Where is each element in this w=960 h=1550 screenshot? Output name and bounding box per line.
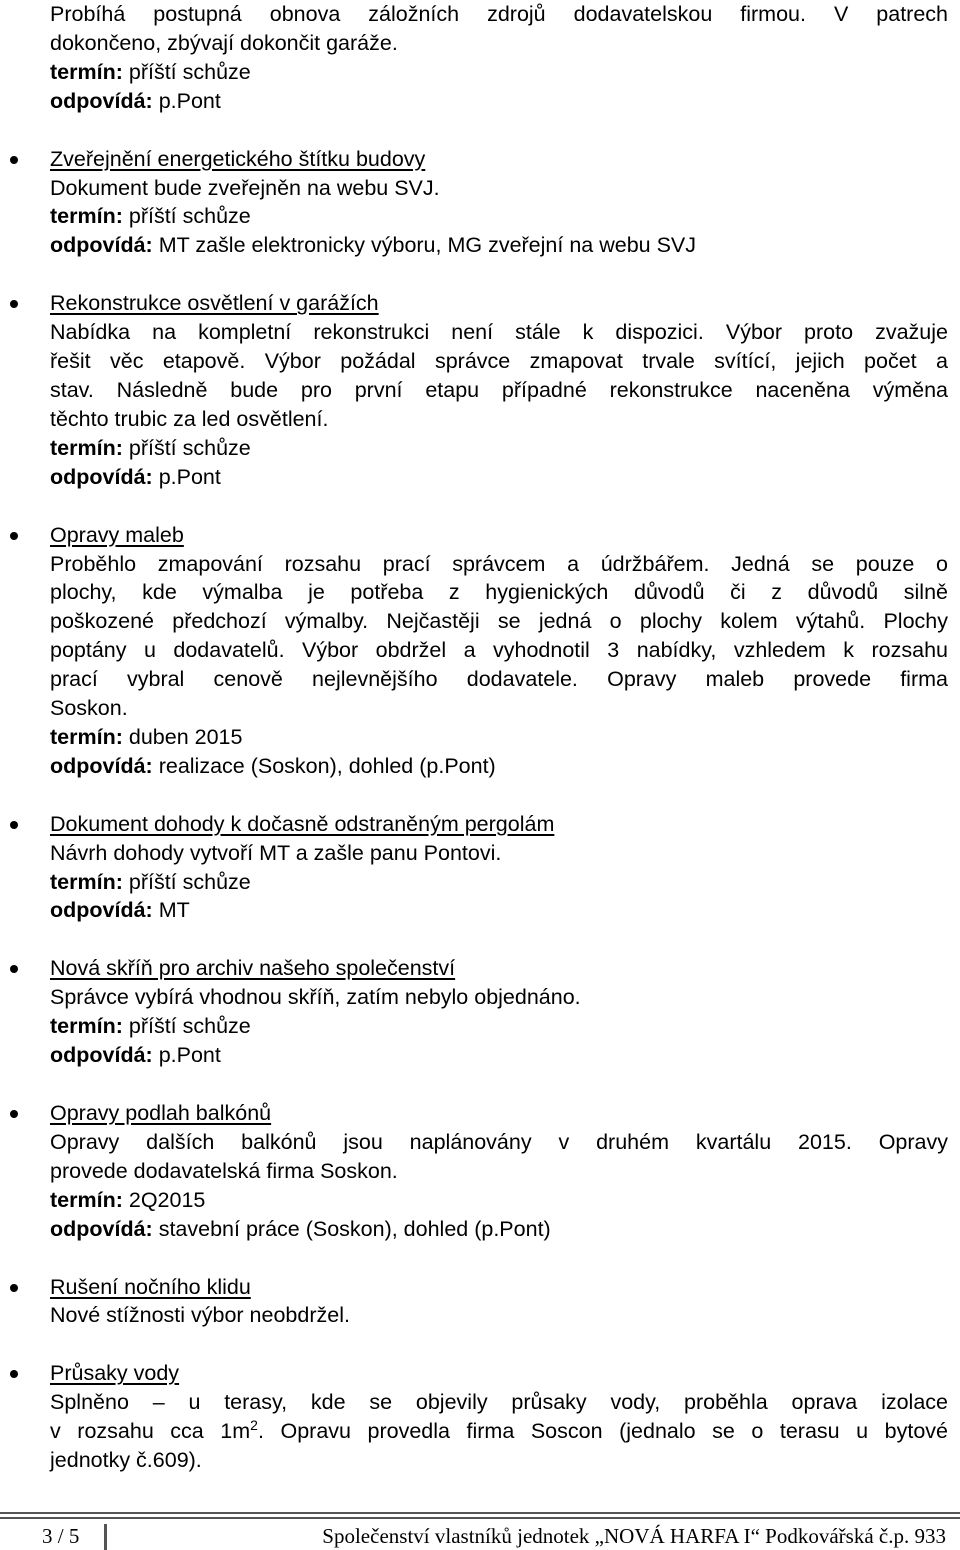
responsible-value: realizace (Soskon), dohled (p.Pont)	[158, 753, 496, 778]
item-text-line: Proběhlo zmapování rozsahu prací správcem a údržbářem. Jedná se pouze o	[50, 551, 948, 576]
item-text-line: provede dodavatelská firma Soskon.	[50, 1158, 398, 1183]
responsible-label: odpovídá:	[50, 898, 153, 923]
bullet-icon	[10, 1110, 18, 1118]
deadline-label: termín:	[50, 59, 123, 84]
bullet-icon	[10, 1370, 18, 1378]
agenda-item-balcony-floors	[50, 1099, 948, 1244]
intro-line-1: Probíhá postupná obnova záložních zdrojů dodavatelskou firmou. V patrech	[50, 2, 948, 26]
item-title: Rušení nočního klidu	[50, 1274, 251, 1299]
item-text-line: Opravy dalších balkónů jsou naplánovány v druhém kvartálu 2015. Opravy	[50, 1129, 948, 1154]
document-page	[50, 0, 948, 1475]
item-responsible	[50, 752, 948, 781]
deadline-value: 2Q2015	[128, 1187, 206, 1212]
item-text-line: Dokument bude zveřejněn na webu SVJ.	[50, 175, 440, 200]
deadline-label: termín:	[50, 724, 123, 749]
organization-name: Společenství vlastníků jednotek „NOVÁ HARFA I“ Podkovářská č.p. 933	[322, 1524, 946, 1548]
bullet-icon	[10, 532, 18, 540]
agenda-item-garage-lighting	[50, 289, 948, 491]
item-deadline	[50, 434, 948, 463]
footer-rule	[0, 1517, 960, 1519]
item-text-line: jednotky č.609).	[50, 1448, 202, 1473]
item-text-line: prací vybral cenově nejlevnějšího dodavatele. Opravy maleb provede firma	[50, 667, 948, 692]
deadline-value: příští schůze	[128, 1014, 251, 1039]
responsible-value: MT zašle elektronicky výboru, MG zveřejní na webu SVJ	[158, 233, 697, 258]
deadline-label: termín:	[50, 204, 123, 229]
responsible-label: odpovídá:	[50, 233, 153, 258]
item-text-line: plochy, kde výmalba je potřeba z hygienických důvodů či z důvodů silně	[50, 580, 948, 605]
bullet-icon	[10, 1284, 18, 1292]
page-number: 3 / 5	[42, 1524, 80, 1548]
item-responsible	[50, 463, 948, 492]
intro-deadline	[50, 58, 948, 87]
page-footer	[0, 1512, 960, 1549]
deadline-value: příští schůze	[128, 204, 251, 229]
item-responsible	[50, 896, 948, 925]
responsible-label: odpovídá:	[50, 88, 153, 113]
bullet-icon	[10, 300, 18, 308]
agenda-item-archive-cabinet	[50, 954, 948, 1070]
item-responsible	[50, 1215, 948, 1244]
bullet-icon	[10, 965, 18, 973]
item-text-line: stav. Následně bude pro první etapu případné rekonstrukce naceněna výměna	[50, 377, 948, 402]
item-text-line: Soskon.	[50, 696, 128, 721]
deadline-label: termín:	[50, 1187, 123, 1212]
item-text-line	[50, 1417, 948, 1446]
agenda-item-water-leaks	[50, 1359, 948, 1475]
agenda-item-night-disturbance	[50, 1273, 948, 1331]
bullet-icon	[10, 156, 18, 164]
item-text-line: Splněno – u terasy, kde se objevily průsaky vody, proběhla oprava izolace	[50, 1390, 948, 1415]
item-text-line: poptány u dodavatelů. Výbor obdržel a vyhodnotil 3 nabídky, vzhledem k rozsahu	[50, 638, 948, 663]
item-text-line: poškozené předchozí výmalby. Nejčastěji se jedná o plochy kolem výtahů. Plochy	[50, 609, 948, 634]
item-responsible	[50, 1041, 948, 1070]
text-segment: . Opravu provedla firma Soscon (jednalo se o terasu u bytové	[257, 1419, 948, 1444]
deadline-value: příští schůze	[128, 59, 251, 84]
responsible-label: odpovídá:	[50, 464, 153, 489]
responsible-label: odpovídá:	[50, 753, 153, 778]
footer-divider	[104, 1524, 107, 1550]
bullet-icon	[10, 821, 18, 829]
superscript: 2	[250, 1417, 258, 1433]
intro-block	[50, 0, 948, 116]
item-title: Opravy maleb	[50, 522, 184, 547]
deadline-label: termín:	[50, 435, 123, 460]
item-text-line: Nové stížnosti výbor neobdržel.	[50, 1303, 350, 1328]
item-text-line: Nabídka na kompletní rekonstrukci není stále k dispozici. Výbor proto zvažuje	[50, 320, 948, 345]
responsible-label: odpovídá:	[50, 1043, 153, 1068]
item-title: Rekonstrukce osvětlení v garážích	[50, 291, 379, 316]
item-deadline	[50, 1186, 948, 1215]
item-text-line: Správce vybírá vhodnou skříň, zatím nebylo objednáno.	[50, 985, 581, 1010]
agenda-item-energy-label	[50, 145, 948, 261]
item-title: Zveřejnění energetického štítku budovy	[50, 146, 426, 171]
deadline-label: termín:	[50, 1014, 123, 1039]
responsible-label: odpovídá:	[50, 1216, 153, 1241]
agenda-item-painting-repairs	[50, 521, 948, 781]
item-title: Dokument dohody k dočasně odstraněným pergolám	[50, 811, 555, 836]
responsible-value: MT	[158, 898, 190, 923]
item-title: Nová skříň pro archiv našeho společenství	[50, 956, 456, 981]
responsible-value: p.Pont	[158, 464, 221, 489]
intro-responsible	[50, 87, 948, 116]
deadline-value: příští schůze	[128, 869, 251, 894]
text-segment: v rozsahu cca 1m	[50, 1419, 251, 1444]
responsible-value: p.Pont	[158, 1043, 221, 1068]
item-text-line: řešit věc etapově. Výbor požádal správce zmapovat trvale svítící, jejich počet a	[50, 349, 948, 374]
item-deadline	[50, 1012, 948, 1041]
responsible-value: p.Pont	[158, 88, 221, 113]
deadline-value: příští schůze	[128, 435, 251, 460]
item-deadline	[50, 868, 948, 897]
item-deadline	[50, 202, 948, 231]
item-responsible	[50, 231, 948, 260]
item-title: Průsaky vody	[50, 1361, 180, 1386]
intro-line-2: dokončeno, zbývají dokončit garáže.	[50, 30, 398, 55]
responsible-value: stavební práce (Soskon), dohled (p.Pont)	[158, 1216, 551, 1241]
item-title: Opravy podlah balkónů	[50, 1101, 272, 1125]
item-text-line: Návrh dohody vytvoří MT a zašle panu Pontovi.	[50, 840, 502, 865]
agenda-item-pergola-agreement	[50, 810, 948, 926]
item-deadline	[50, 723, 948, 752]
deadline-label: termín:	[50, 869, 123, 894]
deadline-value: duben 2015	[128, 724, 243, 749]
item-text-line: těchto trubic za led osvětlení.	[50, 406, 329, 431]
